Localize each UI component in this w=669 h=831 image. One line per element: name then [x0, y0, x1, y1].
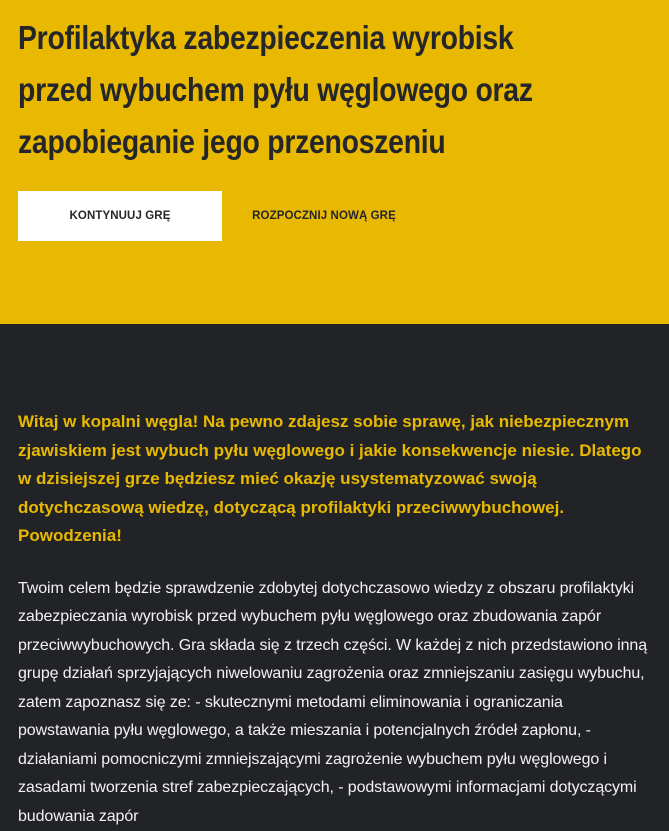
new-game-button[interactable]: ROZPOCZNIJ NOWĄ GRĘ	[222, 191, 426, 241]
content-section	[0, 324, 669, 831]
intro-text: Witaj w kopalni węgla! Na pewno zdajesz sobie sprawę, jak niebezpiecznym zjawiskiem jest wybuch pyłu węglowego i jakie konsekwencje niesie. Dlatego w dzisiejszej grze będziesz mieć okazję usystematyzować swoją dotychczasową wiedzę, dotyczącą profilaktyki przeciwwybuchowej. Powodzenia!	[18, 408, 651, 551]
hero-section	[0, 0, 669, 324]
continue-game-button[interactable]: KONTYNUUJ GRĘ	[18, 191, 222, 241]
page-title: Profilaktyka zabezpieczenia wyrobisk przed wybuchem pyłu węglowego oraz zapobieganie jego przenoszeniu	[18, 12, 586, 168]
description-text: Twoim celem będzie sprawdzenie zdobytej dotychczasowo wiedzy z obszaru profilaktyki zabezpieczania wyrobisk przed wybuchem pyłu węglowego oraz zbudowania zapór przeciwwybuchowych. Gra składa się z trzech części. W każdej z nich przedstawiono inną grupę działań sprzyjających niwelowaniu zagrożenia oraz zmniejszaniu zasięgu wybuchu, zatem zapoznasz się ze: - skutecznymi metodami eliminowania i ograniczania powstawania pyłu węglowego, a także mieszania i potencjalnych źródeł zapłonu, - działaniami pomocniczymi zmniejszającymi zagrożenie wybuchem pyłu węglowego i zasadami tworzenia stref zabezpieczających, - podstawowymi informacjami dotyczącymi budowania zapór	[18, 575, 651, 831]
game-actions	[18, 191, 426, 241]
